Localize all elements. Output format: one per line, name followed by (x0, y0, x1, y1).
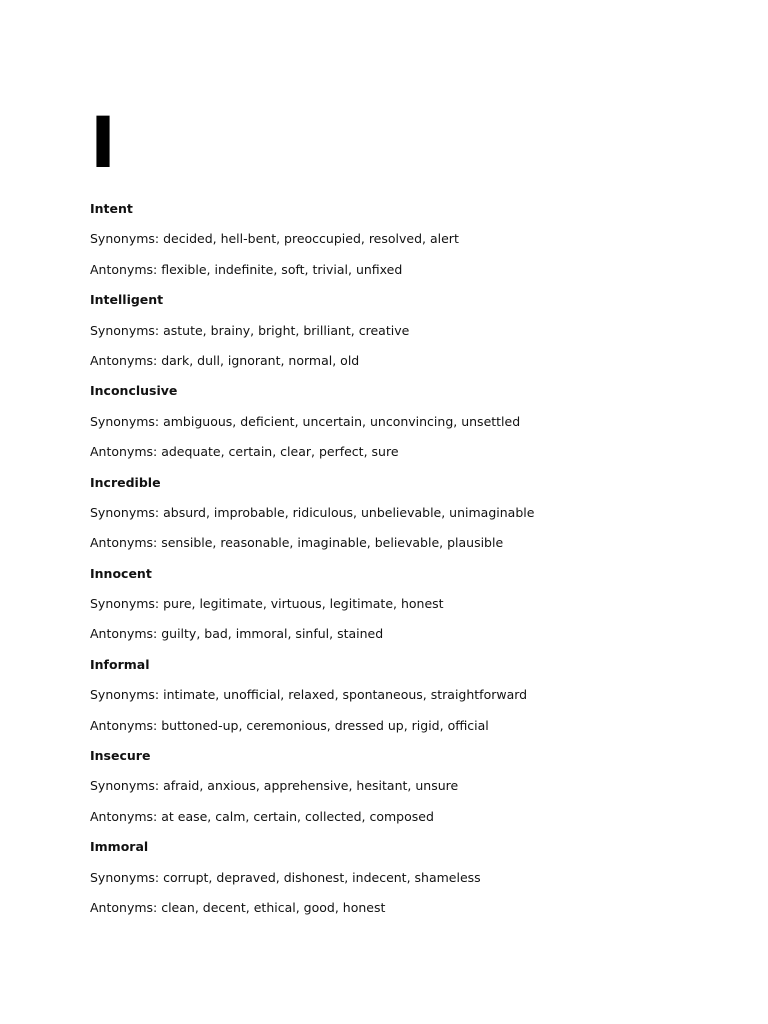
section-letter-heading: I (90, 102, 117, 184)
entry-word: Informal (90, 656, 150, 672)
word-entry (90, 746, 730, 837)
entry-antonyms: Antonyms: adequate, certain, clear, perfect, sure (90, 444, 399, 460)
entry-synonyms: Synonyms: decided, hell-bent, preoccupied, resolved, alert (90, 231, 459, 247)
entry-word: Innocent (90, 565, 152, 581)
entry-antonyms: Antonyms: buttoned-up, ceremonious, dressed up, rigid, official (90, 717, 489, 733)
entry-word: Inconclusive (90, 383, 178, 399)
word-entry (90, 473, 730, 564)
word-entry (90, 655, 730, 746)
word-entry (90, 290, 730, 381)
entry-synonyms: Synonyms: absurd, improbable, ridiculous, unbelievable, unimaginable (90, 504, 535, 520)
entry-antonyms: Antonyms: clean, decent, ethical, good, honest (90, 899, 386, 915)
entry-synonyms: Synonyms: intimate, unofficial, relaxed, spontaneous, straightforward (90, 687, 528, 703)
word-entry (90, 564, 730, 655)
entry-antonyms: Antonyms: at ease, calm, certain, collected, composed (90, 808, 434, 824)
entry-synonyms: Synonyms: astute, brainy, bright, brilliant, creative (90, 322, 410, 338)
entry-synonyms: Synonyms: ambiguous, deficient, uncertain, unconvincing, unsettled (90, 413, 521, 429)
entry-word: Immoral (90, 839, 149, 855)
entry-antonyms: Antonyms: flexible, indefinite, soft, trivial, unfixed (90, 261, 403, 277)
word-entry (90, 837, 730, 928)
word-entries (90, 199, 730, 928)
entry-word: Incredible (90, 474, 161, 490)
word-entry (90, 381, 730, 472)
entry-word: Insecure (90, 748, 151, 764)
entry-word: Intent (90, 201, 133, 216)
entry-synonyms: Synonyms: afraid, anxious, apprehensive, hesitant, unsure (90, 778, 459, 794)
word-entry (90, 199, 730, 290)
entry-synonyms: Synonyms: corrupt, depraved, dishonest, indecent, shameless (90, 869, 481, 885)
entry-antonyms: Antonyms: dark, dull, ignorant, normal, old (90, 352, 360, 368)
entry-synonyms: Synonyms: pure, legitimate, virtuous, legitimate, honest (90, 596, 444, 612)
entry-word: Intelligent (90, 292, 164, 308)
entry-antonyms: Antonyms: sensible, reasonable, imaginable, believable, plausible (90, 535, 504, 551)
entry-antonyms: Antonyms: guilty, bad, immoral, sinful, stained (90, 626, 384, 642)
